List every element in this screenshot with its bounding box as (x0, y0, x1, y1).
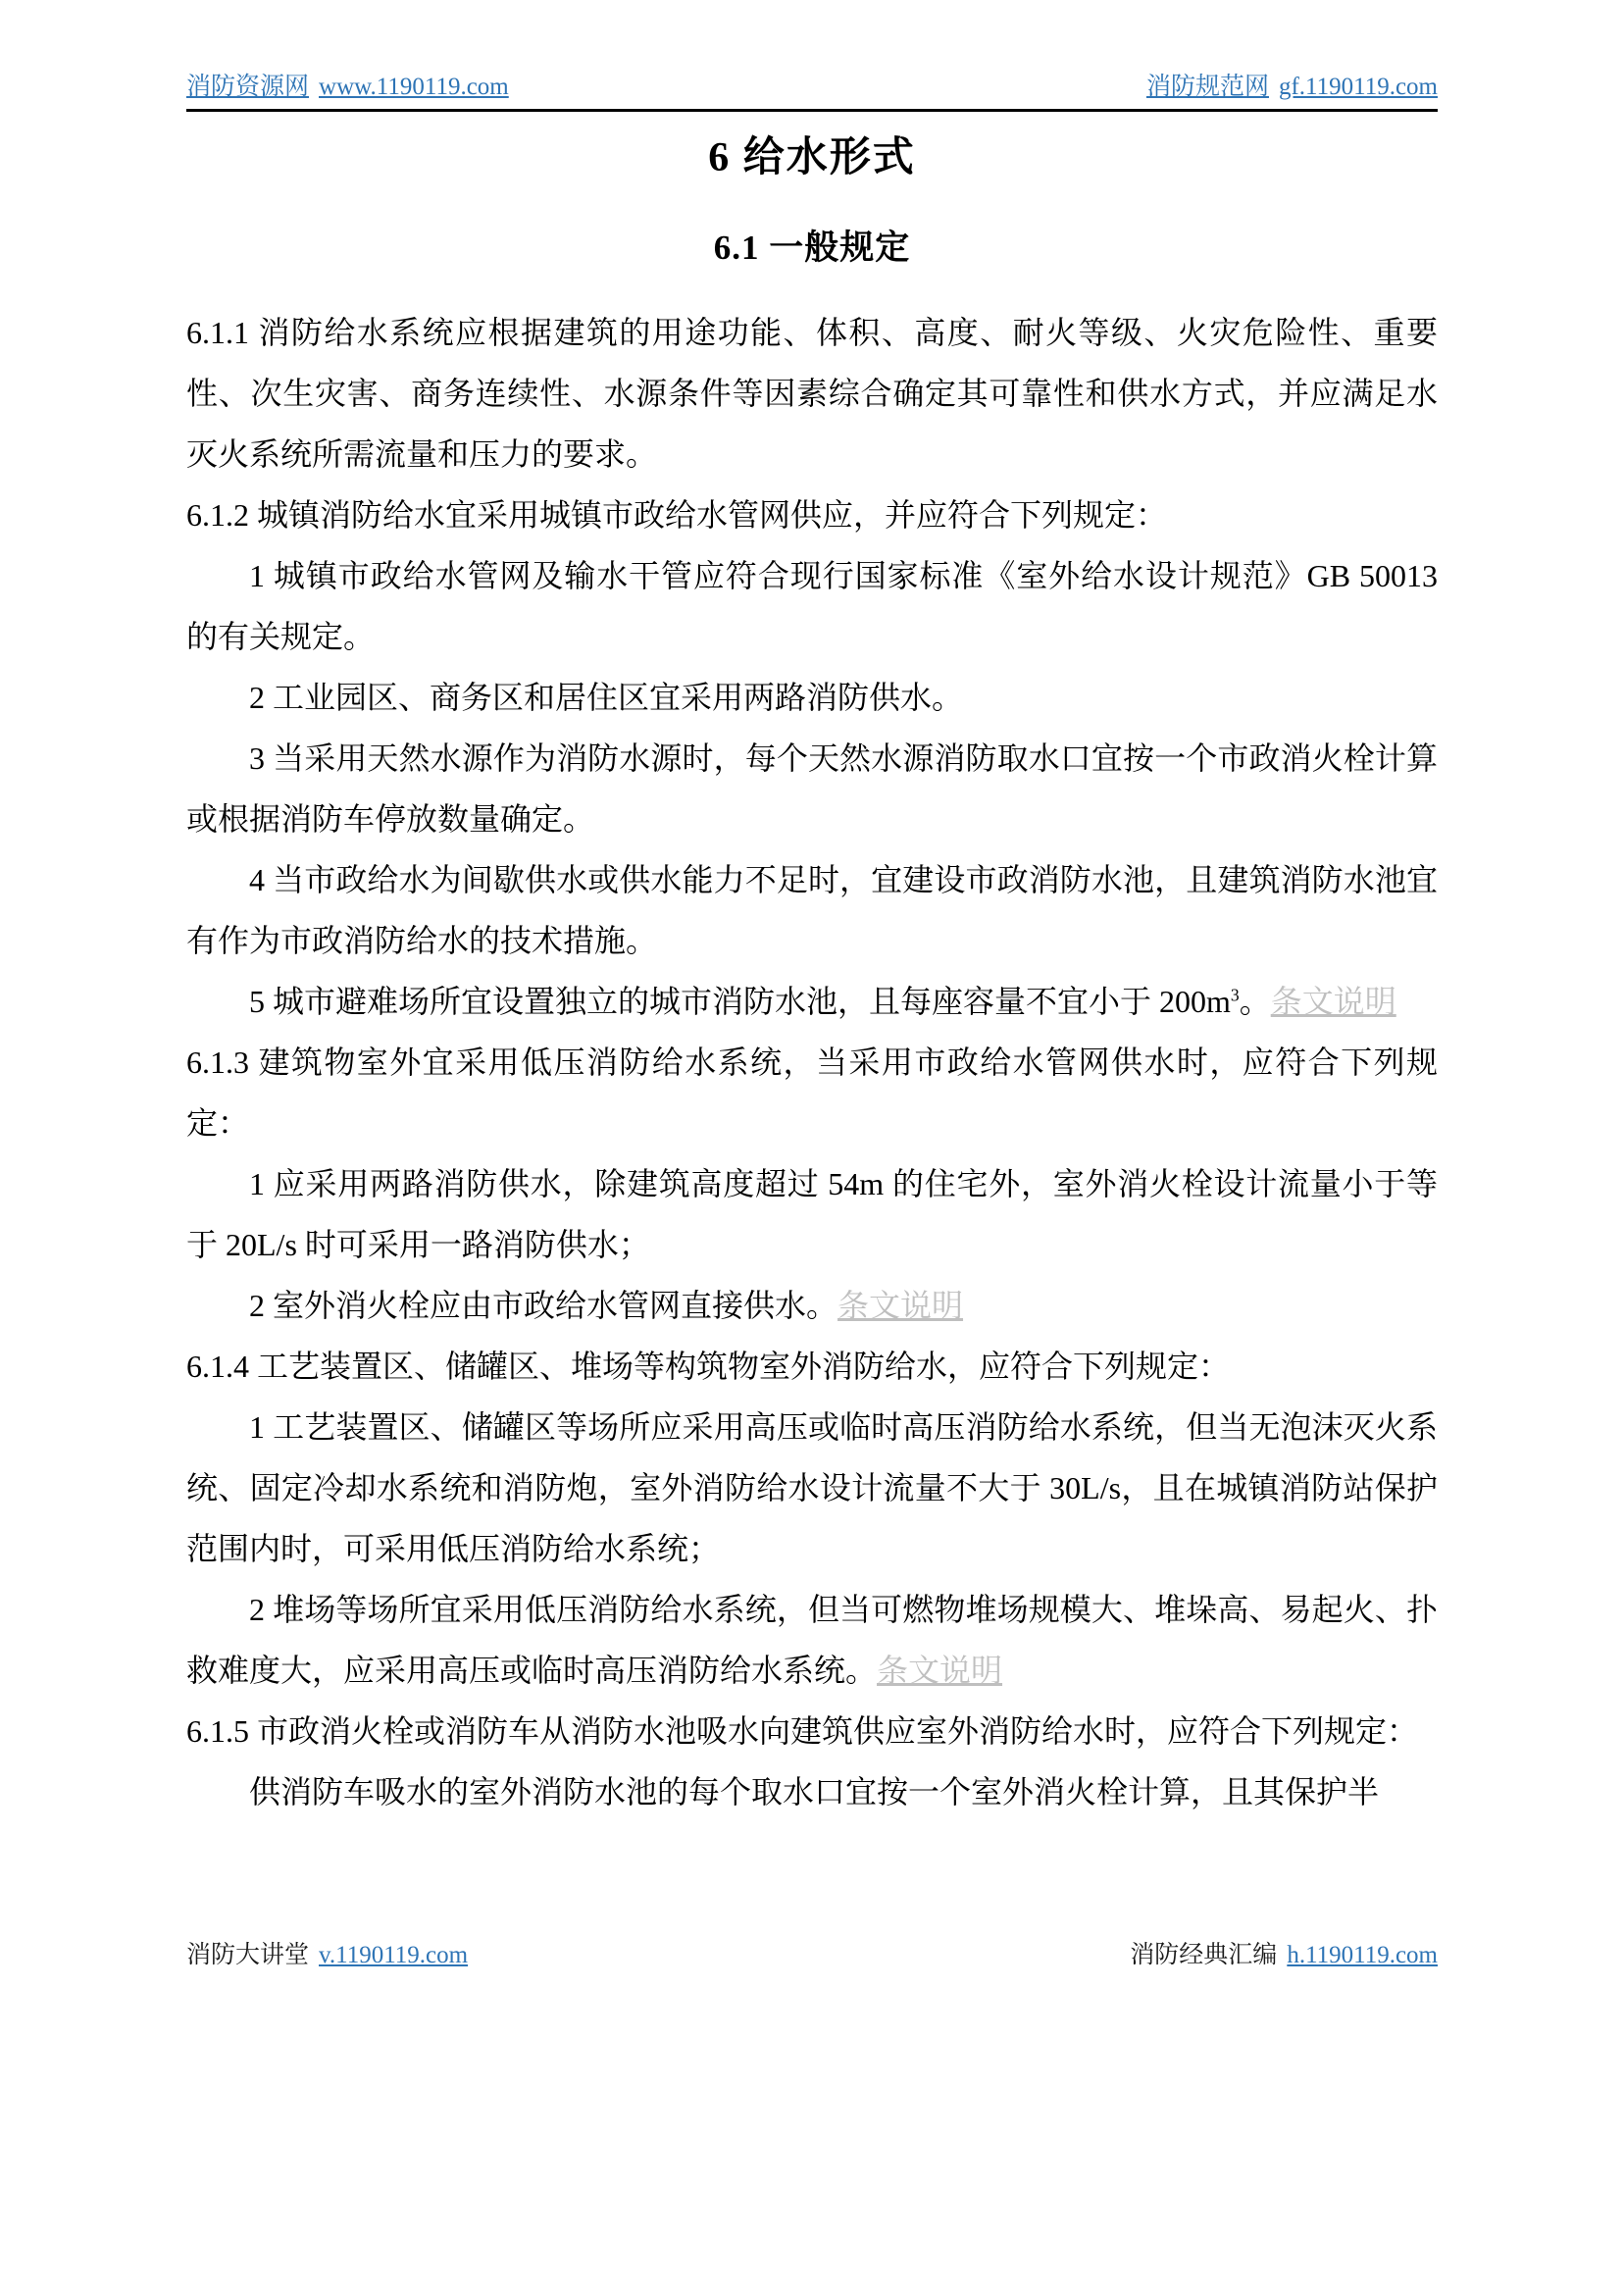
header-left-label: 消防资源网 (186, 74, 310, 100)
header-right-link[interactable] (1146, 73, 1438, 102)
paragraph (186, 1336, 1438, 1397)
text-run: 2 工业园区、商务区和居住区宜采用两路消防供水。 (249, 680, 964, 715)
footer-left-link[interactable]: v.1190119.com (319, 1942, 469, 1968)
page-header (186, 0, 1438, 112)
paragraph (186, 728, 1438, 849)
page-title: 6 给水形式 (708, 135, 916, 180)
text-run: 1 应采用两路消防供水，除建筑高度超过 54m 的住宅外，室外消火栓设计流量小于等于 20L/s 时可采用一路消防供水； (186, 1166, 1438, 1262)
page-footer (186, 1940, 1438, 1971)
paragraph (186, 1275, 1438, 1336)
explain-link[interactable]: 条文说明 (1270, 984, 1396, 1019)
text-run: 3 当采用天然水源作为消防水源时，每个天然水源消防取水口宜按一个市政消火栓计算或根据消防车停放数量确定。 (186, 740, 1438, 837)
footer-left (186, 1940, 468, 1971)
footer-left-label: 消防大讲堂 (186, 1942, 310, 1968)
header-left-link[interactable] (186, 73, 509, 102)
paragraph (186, 1153, 1438, 1275)
footer-right-label: 消防经典汇编 (1130, 1942, 1278, 1968)
paragraph (186, 667, 1438, 728)
section-title: 6.1 一般规定 (713, 229, 911, 267)
explain-link[interactable]: 条文说明 (837, 1288, 964, 1323)
text-run: 2 室外消火栓应由市政给水管网直接供水。 (249, 1288, 838, 1323)
header-right-url: gf.1190119.com (1278, 74, 1438, 100)
text-run: 。 (1239, 984, 1271, 1019)
paragraph (186, 484, 1438, 545)
text-run: 6.1.1 消防给水系统应根据建筑的用途功能、体积、高度、耐火等级、火灾危险性、重要性、次生灾害、商务连续性、水源条件等因素综合确定其可靠性和供水方式，并应满足水灭火系统所需流量和压力的要求。 (186, 315, 1438, 472)
paragraph (186, 1761, 1438, 1822)
paragraph (186, 971, 1438, 1032)
text-run: 5 城市避难场所宜设置独立的城市消防水池，且每座容量不宜小于 200m (249, 984, 1231, 1019)
text-run: 4 当市政给水为间歇供水或供水能力不足时，宜建设市政消防水池，且建筑消防水池宜有作为市政消防给水的技术措施。 (186, 862, 1438, 958)
header-left-url: www.1190119.com (319, 74, 509, 100)
header-right-label: 消防规范网 (1145, 74, 1269, 100)
text-run: 1 工艺装置区、储罐区等场所应采用高压或临时高压消防给水系统，但当无泡沫灭火系统、固定冷却水系统和消防炮，室外消防给水设计流量不大于 30L/s，且在城镇消防站保护范围内时，可采用低压消防给水系统； (186, 1409, 1438, 1566)
paragraph (186, 1032, 1438, 1153)
document-body (186, 302, 1438, 1822)
footer-right-link[interactable]: h.1190119.com (1287, 1942, 1438, 1968)
paragraph (186, 1397, 1438, 1579)
superscript: 3 (1230, 985, 1240, 1005)
text-run: 1 城镇市政给水管网及输水干管应符合现行国家标准《室外给水设计规范》GB 50013 的有关规定。 (186, 558, 1438, 654)
footer-right (1130, 1940, 1438, 1971)
text-run: 6.1.3 建筑物室外宜采用低压消防给水系统，当采用市政给水管网供水时，应符合下列规定： (186, 1045, 1438, 1141)
paragraph (186, 849, 1438, 971)
paragraph (186, 1701, 1438, 1761)
explain-link[interactable]: 条文说明 (877, 1653, 1003, 1688)
text-run: 6.1.4 工艺装置区、储罐区、堆场等构筑物室外消防给水，应符合下列规定： (186, 1349, 1231, 1384)
paragraph (186, 1579, 1438, 1701)
paragraph (186, 302, 1438, 484)
text-run: 供消防车吸水的室外消防水池的每个取水口宜按一个室外消火栓计算，且其保护半 (249, 1774, 1380, 1810)
paragraph (186, 545, 1438, 667)
text-run: 2 堆场等场所宜采用低压消防给水系统，但当可燃物堆场规模大、堆垛高、易起火、扑救难度大，应采用高压或临时高压消防给水系统。 (186, 1592, 1438, 1688)
text-run: 6.1.2 城镇消防给水宜采用城镇市政给水管网供应，并应符合下列规定： (186, 497, 1168, 533)
text-run: 6.1.5 市政消火栓或消防车从消防水池吸水向建筑供应室外消防给水时，应符合下列规定： (186, 1713, 1419, 1749)
